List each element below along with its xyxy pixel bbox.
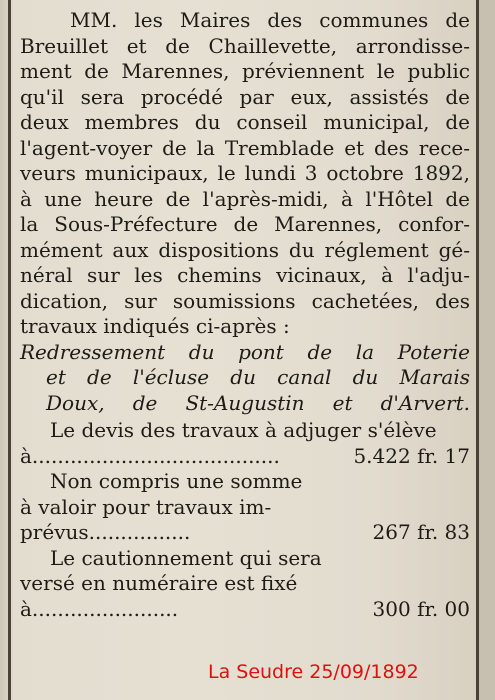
deposit-line: Le cautionnement qui sera [50,545,322,570]
estimate-amount-row [20,444,470,470]
text-line: néral sur les chemins vicinaux, à l'adju- [20,263,470,287]
unforeseen-line: à valoir pour travaux im- [20,494,272,519]
works-title-line: Redressement du pont de la Poterie [20,339,470,364]
estimate-text: Le devis des travaux à adjuger s'élève [50,418,437,442]
notice-paragraph [20,8,470,340]
unforeseen-amount: 267 fr. 83 [372,520,470,544]
unforeseen-amount-row [20,520,470,546]
leader-dots: à....................... [20,596,179,621]
deposit-amount-row [20,597,470,623]
text-line: mément aux dispositions du réglement gé- [20,237,470,262]
text-line: travaux indiqués ci-après : [20,314,290,338]
source-caption: La Seudre 25/09/1892 [208,661,419,683]
unforeseen-line: Non compris une somme [50,469,303,493]
text-line: à une heure de l'après-midi, à l'Hôtel de [20,186,470,211]
text-line: MM. les Maires des communes de [70,8,470,32]
works-title [20,340,470,417]
estimate-block [20,418,470,469]
text-line: deux membres du conseil municipal, de [20,110,470,134]
works-title-line: Doux, de St-Augustin et d'Arvert. [46,390,470,415]
notice-column [20,8,470,622]
column-rule-left [8,0,11,700]
deposit-line: versé en numéraire est fixé [20,571,298,595]
deposit-amount: 300 fr. 00 [372,596,470,621]
text-line: la Sous-Préfecture de Marennes, confor- [20,212,470,236]
leader-dots: à....................................... [20,443,280,468]
adjacent-column-edge [479,0,495,700]
text-line: veurs municipaux, le lundi 3 octobre 1892, [20,161,470,185]
estimate-amount: 5.422 fr. 17 [353,443,470,468]
text-line: dication, sur soumissions cachetées, des [20,288,470,313]
text-line: Breuillet et de Chaillevette, arrondisse- [20,33,470,58]
text-line: qu'il sera procédé par eux, assistés de [20,84,470,109]
works-title-line: et de l'écluse du canal du Marais [46,365,470,389]
leader-dots: prévus................ [20,520,191,544]
text-line: l'agent-voyer de la Tremblade et des rece- [20,135,470,160]
unforeseen-block [20,469,470,546]
text-line: ment de Marennes, préviennent le public [20,59,470,83]
deposit-block [20,546,470,623]
